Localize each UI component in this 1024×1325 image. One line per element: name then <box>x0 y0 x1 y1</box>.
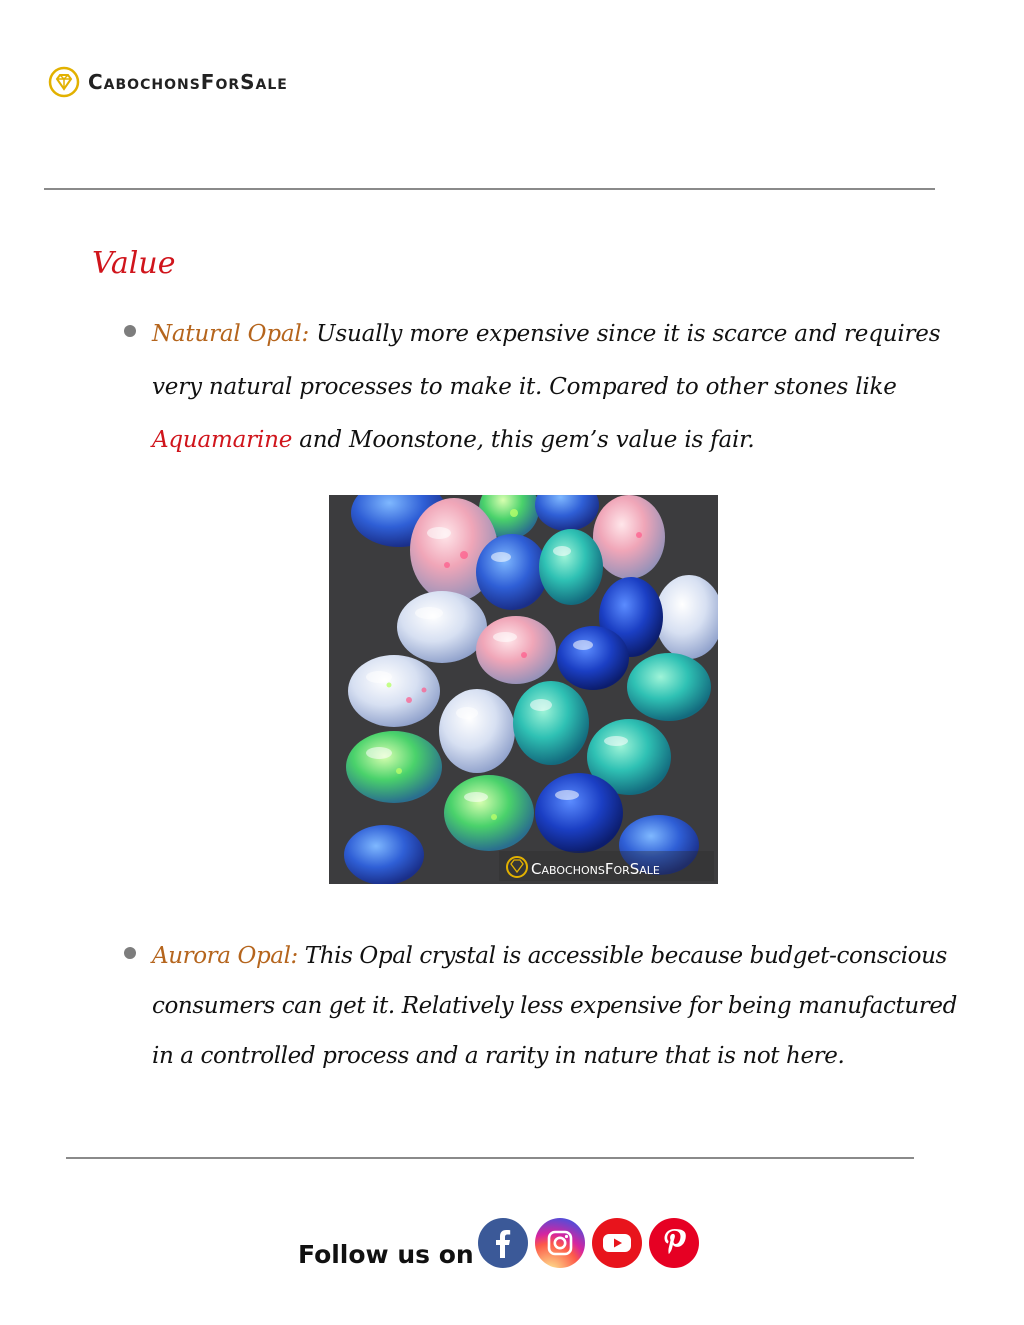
diamond-icon <box>48 66 80 98</box>
youtube-icon[interactable] <box>592 1218 642 1268</box>
brand-logo[interactable] <box>48 66 288 98</box>
follow-us-label: Follow us on <box>298 1240 474 1269</box>
aurora-opal-paragraph <box>152 931 962 1081</box>
facebook-icon[interactable] <box>478 1218 528 1268</box>
paragraph-text: This Opal crystal is accessible because budget-conscious consumers can get it. Relatively less expensive for being manufactured in a controlled process and a rarity in nature that is not here. <box>152 943 957 1069</box>
aquamarine-link[interactable]: Aquamarine <box>152 427 293 453</box>
natural-opal-paragraph <box>152 308 942 467</box>
social-links <box>478 1218 699 1268</box>
bullet-dot <box>120 325 140 337</box>
photo-watermark: CabochonsForSale <box>531 860 660 878</box>
bullet-dot <box>120 947 140 959</box>
natural-opal-term: Natural Opal: <box>152 321 310 347</box>
paragraph-text: and Moonstone, this gem’s value is fair. <box>292 427 755 453</box>
section-title: Value <box>92 246 176 281</box>
bottom-divider <box>66 1157 914 1159</box>
brand-name: CabochonsForSale <box>88 70 288 94</box>
opal-cabochons-photo <box>329 495 718 884</box>
paragraph-text: Usually more expensive since it is scarce and requires very natural processes to make it. Compared to other stones like <box>152 321 941 400</box>
top-divider <box>44 188 935 190</box>
aurora-opal-term: Aurora Opal: <box>152 943 298 969</box>
instagram-icon[interactable] <box>535 1218 585 1268</box>
pinterest-icon[interactable] <box>649 1218 699 1268</box>
